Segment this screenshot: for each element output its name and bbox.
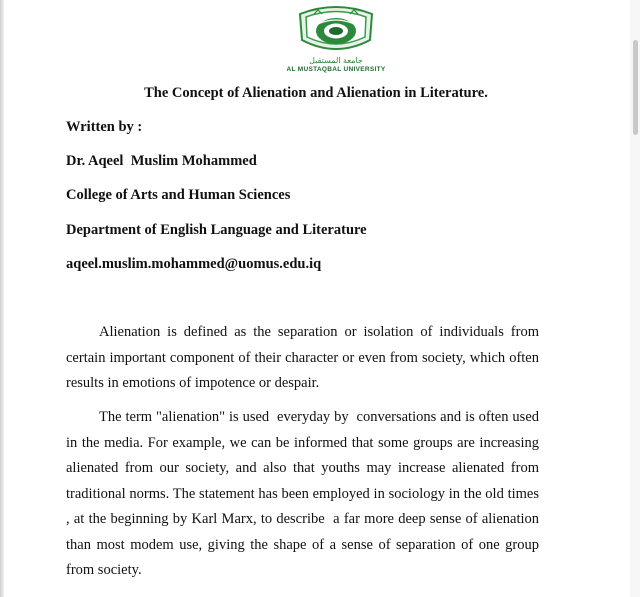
paragraph-1: Alienation is defined as the separation or isolation of individuals from certain important component of their character or even from society, which often results in emotions of impotence or despair. bbox=[66, 324, 539, 391]
author-email[interactable]: aqeel.muslim.mohammed@uomus.edu.iq bbox=[66, 256, 322, 272]
paragraph-2: The term "alienation" is used everyday by conversations and is often used in the media. For example, we can be informed that some groups are increasing alienated from our society, and also that youths may increase alienated from traditional norms. The statement has been employed in sociology in the old times , at the beginning by Karl Marx, to describe a far more deep sense of alienation than most modem use, giving the shape of a sense of separation of one group from society. bbox=[66, 409, 543, 578]
page-edge bbox=[0, 0, 4, 597]
logo-arabic-text: جامعة المستقبل bbox=[309, 56, 363, 65]
document-title: The Concept of Alienation and Alienation in Literature. bbox=[144, 85, 488, 101]
written-by-label: Written by : bbox=[66, 119, 143, 135]
author-name: Dr. Aqeel Muslim Mohammed bbox=[66, 153, 257, 169]
scrollbar-thumb[interactable] bbox=[633, 40, 638, 135]
college-name: College of Arts and Human Sciences bbox=[66, 187, 291, 203]
department-name: Department of English Language and Literature bbox=[66, 222, 367, 238]
university-seal-icon bbox=[266, 4, 406, 56]
logo-english-text: AL MUSTAQBAL UNIVERSITY bbox=[286, 66, 386, 73]
university-logo bbox=[266, 4, 406, 76]
vertical-scrollbar[interactable] bbox=[630, 0, 640, 597]
